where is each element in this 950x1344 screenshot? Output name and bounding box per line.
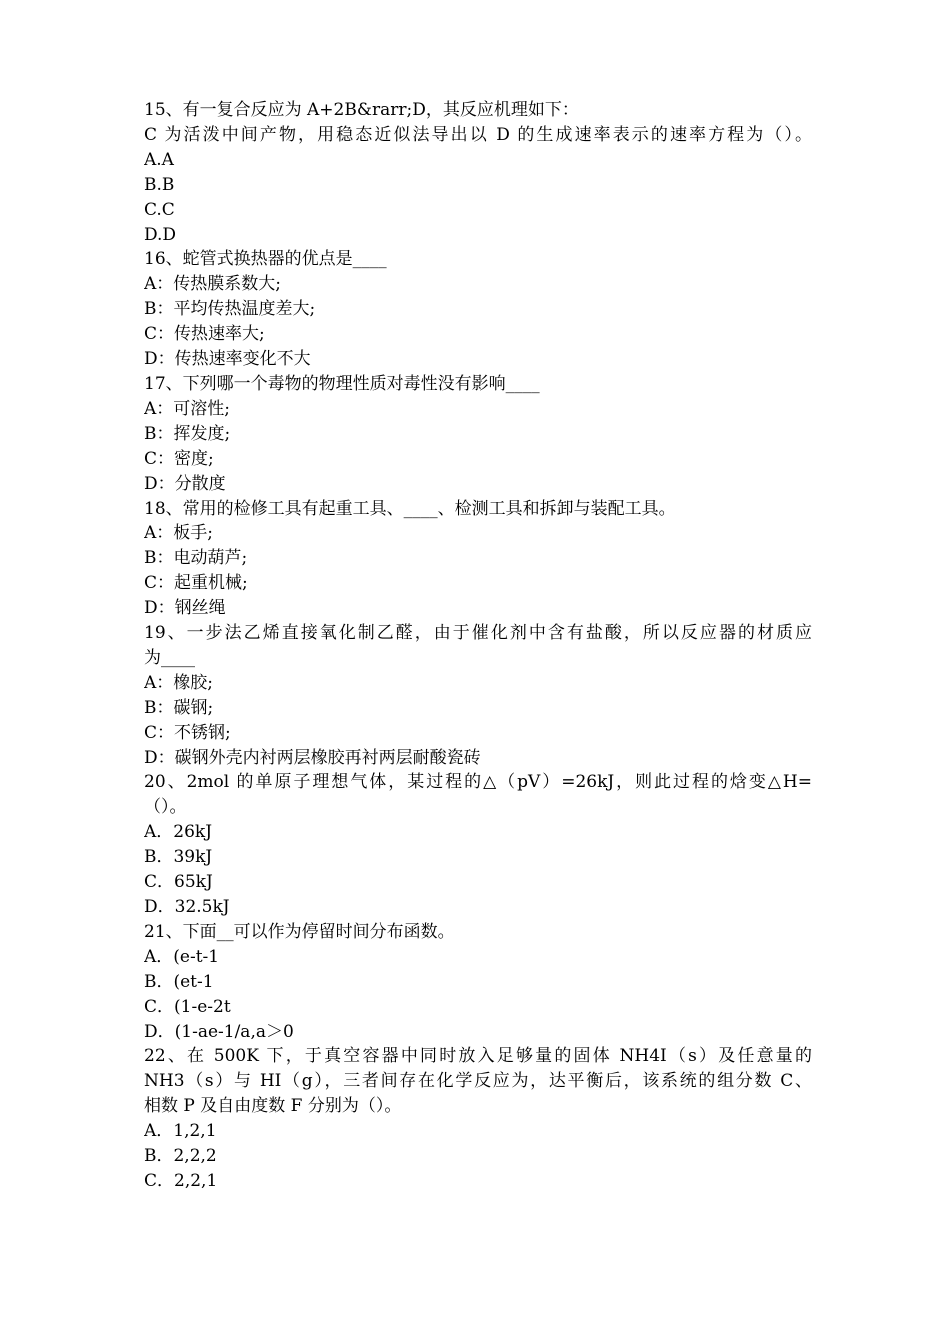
text-line: 19、一步法乙烯直接氧化制乙醛，由于催化剂中含有盐酸，所以反应器的材质应 — [144, 623, 812, 644]
text-line: D．32.5kJ — [144, 897, 230, 917]
text-line: D：传热速率变化不大 — [144, 349, 311, 370]
text-line: 20、2mol 的单原子理想气体，某过程的△（pV）=26kJ，则此过程的焓变△H= — [144, 772, 812, 793]
text-line: A：传热膜系数大; — [144, 274, 282, 295]
text-line: B：挥发度; — [144, 423, 231, 444]
text-line: C：起重机械; — [144, 573, 248, 594]
text-line: 17、下列哪一个毒物的物理性质对毒性没有影响____ — [144, 373, 540, 394]
text-line: B：电动葫芦; — [144, 548, 248, 569]
text-line: B：平均传热温度差大; — [144, 299, 316, 320]
text-line: D．(1-ae-1/a,a＞0 — [144, 1021, 294, 1042]
text-line: NH3（s）与 HI（g），三者间存在化学反应为，达平衡后，该系统的组分数 C、 — [144, 1071, 812, 1092]
text-line: D：碳钢外壳内衬两层橡胶再衬两层耐酸瓷砖 — [144, 747, 481, 768]
text-line: 16、蛇管式换热器的优点是____ — [144, 249, 387, 270]
text-line: A：可溶性; — [144, 398, 231, 419]
text-line: C：传热速率大; — [144, 324, 265, 345]
text-line: C．2,2,1 — [144, 1170, 218, 1191]
text-line: B.B — [144, 174, 175, 195]
text-line: D：钢丝绳 — [144, 598, 226, 619]
text-line: 为____ — [144, 647, 195, 668]
text-line: A.A — [144, 149, 174, 170]
text-line: D：分散度 — [144, 473, 226, 494]
document-page — [144, 98, 812, 1194]
text-line: （）。 — [144, 797, 187, 818]
text-line: A．(e-t-1 — [144, 946, 220, 967]
text-line: B：碳钢; — [144, 697, 214, 718]
text-line: C.C — [144, 199, 175, 220]
text-line: C．65kJ — [144, 872, 213, 893]
text-line: 22、在 500K 下，于真空容器中同时放入足够量的固体 NH4I（s）及任意量的 — [144, 1046, 812, 1067]
text-line: C：不锈钢; — [144, 722, 231, 743]
text-line: B．39kJ — [144, 847, 213, 868]
text-line: A：橡胶; — [144, 672, 214, 693]
text-line: B．2,2,2 — [144, 1146, 217, 1167]
text-line: B．(et-1 — [144, 971, 214, 992]
text-line: 相数 P 及自由度数 F 分别为（）。 — [144, 1096, 402, 1117]
text-line: D.D — [144, 224, 177, 245]
text-line: A：板手; — [144, 523, 214, 544]
text-line: A．1,2,1 — [144, 1121, 217, 1142]
text-line: C 为活泼中间产物，用稳态近似法导出以 D 的生成速率表示的速率方程为（）。 — [144, 124, 812, 145]
text-line: C．(1-e-2t — [144, 996, 231, 1017]
text-line: 18、常用的检修工具有起重工具、____、检测工具和拆卸与装配工具。 — [144, 498, 676, 519]
text-line: A．26kJ — [144, 822, 213, 843]
text-line: C：密度; — [144, 448, 214, 469]
text-line: 21、下面__可以作为停留时间分布函数。 — [144, 921, 455, 942]
text-line: 15、有一复合反应为 A+2B&rarr;D，其反应机理如下： — [144, 100, 579, 120]
